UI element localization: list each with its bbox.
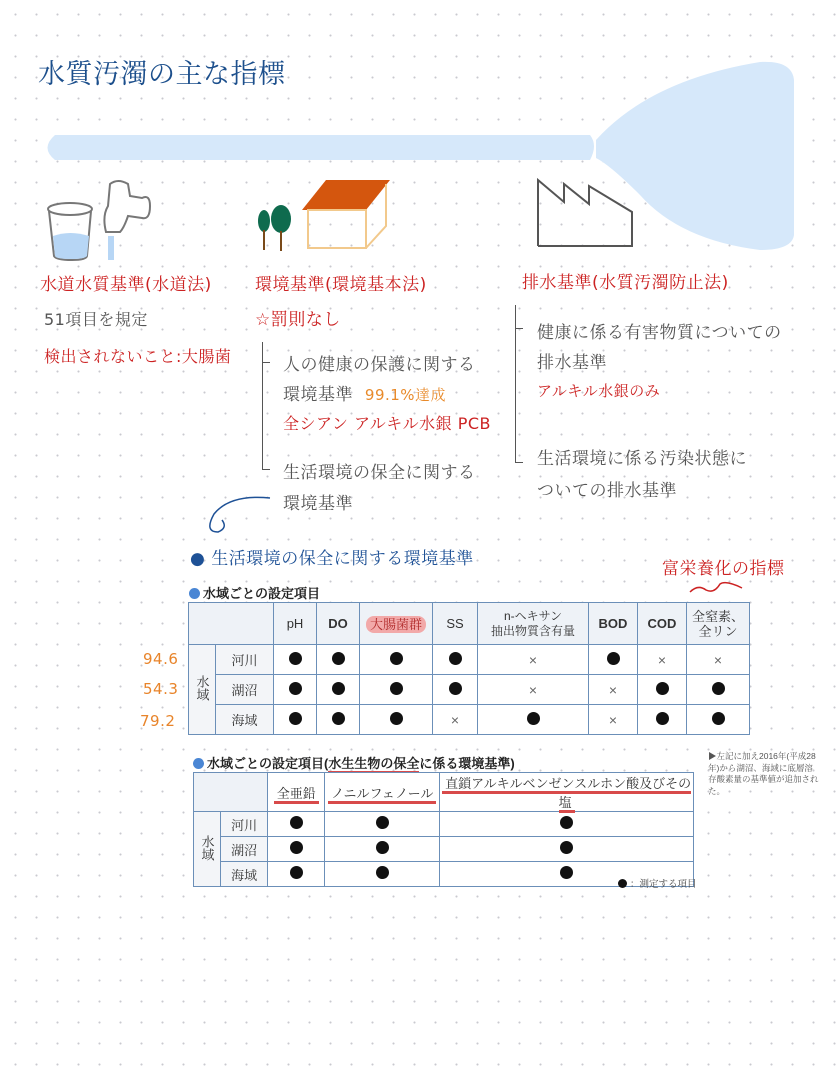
col-bod: BOD <box>589 603 638 645</box>
table-row <box>189 645 750 675</box>
group-label-water-area <box>189 645 216 735</box>
water-supply-heading: 水道水質基準(水道法) <box>40 275 212 295</box>
cell <box>687 705 750 735</box>
cell <box>317 675 360 705</box>
bullet-dot-icon <box>189 588 200 599</box>
col-total-zinc <box>268 773 325 812</box>
cell <box>317 705 360 735</box>
cell: × <box>589 705 638 735</box>
col-total-zinc-label: 全亜鉛 <box>274 786 319 804</box>
row-label-river: 河川 <box>216 645 274 675</box>
row-label-lake: 湖沼 <box>216 675 274 705</box>
harmful-substance-line1: 健康に係る有害物質についての <box>537 323 782 343</box>
table-row <box>194 812 694 837</box>
living-env-subheading: ● 生活環境の保全に関する環境基準 <box>190 549 474 569</box>
row-label-lake: 湖沼 <box>221 837 268 862</box>
cell <box>638 705 687 735</box>
table1-title <box>189 583 320 602</box>
water-area-table <box>188 602 750 735</box>
legend-text: ：測定する項目 <box>630 879 697 890</box>
cell <box>687 675 750 705</box>
col-cod: COD <box>638 603 687 645</box>
col-nitrogen-phosphorus <box>687 603 750 645</box>
squiggle-mark <box>688 578 748 598</box>
cell: × <box>687 645 750 675</box>
filled-circle-icon <box>618 879 627 888</box>
health-standard-line2 <box>283 380 446 405</box>
achievement-rate-river: 94.6 <box>143 650 179 668</box>
cell <box>274 675 317 705</box>
cell <box>325 812 440 837</box>
environment-standard-heading: 環境基準(環境基本法) <box>255 275 427 295</box>
living-env-standard-line2: 環境基準 <box>283 494 353 514</box>
cell <box>317 645 360 675</box>
col-coliform <box>360 603 433 645</box>
house-icon <box>300 178 392 252</box>
alkyl-mercury-note: アルキル水銀のみ <box>537 382 661 400</box>
pollution-state-line2: ついての排水基準 <box>537 481 677 501</box>
col-nonylphenol-label: ノニルフェノール <box>328 786 436 804</box>
cell <box>433 675 478 705</box>
side-note: ▶左記に加え2016年(平成28年)から湖沼、海域に底層溶存酸素量の基準値が追加された。 <box>708 751 819 796</box>
health-standard-label: 環境基準 <box>283 385 353 405</box>
col-ph: pH <box>274 603 317 645</box>
cell <box>360 645 433 675</box>
glass-of-water-icon <box>44 196 94 262</box>
achievement-rate-sea: 79.2 <box>140 712 176 730</box>
health-standard-line1: 人の健康の保護に関する <box>283 355 476 375</box>
group-label-text: 水域 <box>199 834 215 861</box>
pollution-state-line1: 生活環境に係る汚染状態に <box>537 449 747 469</box>
cell <box>638 675 687 705</box>
eutrophication-label: 富栄養化の指標 <box>662 559 785 579</box>
table2-title-suffix: に係る環境基準) <box>419 756 515 771</box>
row-label-river: 河川 <box>221 812 268 837</box>
cell <box>360 705 433 735</box>
cell: × <box>638 645 687 675</box>
table-row <box>189 675 750 705</box>
group-label-text: 水域 <box>194 675 210 701</box>
cell: × <box>589 675 638 705</box>
page-title: 水質汚濁の主な指標 <box>38 59 286 90</box>
cell <box>325 837 440 862</box>
cell: × <box>433 705 478 735</box>
harmful-substance-line2: 排水基準 <box>537 353 607 373</box>
cell: × <box>478 645 589 675</box>
bracket-tick <box>262 362 270 363</box>
bracket-tick <box>515 462 523 463</box>
group-label-water-area <box>194 812 221 887</box>
living-env-standard-line1: 生活環境の保全に関する <box>283 463 476 483</box>
col-n-hexane-l2: 抽出物質含有量 <box>490 623 575 638</box>
bullet-dot-icon <box>193 758 204 769</box>
achievement-rate: 99.1%達成 <box>364 386 447 404</box>
row-label-sea: 海域 <box>221 862 268 887</box>
cell: × <box>478 675 589 705</box>
table-row <box>189 705 750 735</box>
col-las-label: 直鎖アルキルベンゼンスルホン酸及びその塩 <box>442 776 691 813</box>
water-supply-item-count: 51項目を規定 <box>44 310 148 329</box>
col-n-hexane <box>478 603 589 645</box>
cell <box>589 645 638 675</box>
table-legend <box>618 876 697 890</box>
table-row <box>194 837 694 862</box>
cell <box>360 675 433 705</box>
table2-corner <box>194 773 268 812</box>
aquatic-life-table <box>193 772 694 887</box>
achievement-rate-lake: 54.3 <box>143 680 179 698</box>
table1-title-text: 水域ごとの設定項目 <box>203 586 321 601</box>
cell <box>433 645 478 675</box>
cell <box>268 837 325 862</box>
col-las <box>440 773 694 812</box>
cell <box>268 862 325 887</box>
cell <box>440 812 694 837</box>
cell <box>478 705 589 735</box>
environment-no-penalty: ☆罰則なし <box>255 310 341 330</box>
col-nonylphenol <box>325 773 440 812</box>
table2-title <box>193 753 515 772</box>
bracket-tick <box>262 469 270 470</box>
cell <box>325 862 440 887</box>
faucet-icon <box>98 176 154 264</box>
bracket-tick <box>515 328 523 329</box>
effluent-standard-heading: 排水基準(水質汚濁防止法) <box>522 273 729 293</box>
cell <box>274 645 317 675</box>
row-label-sea: 海域 <box>216 705 274 735</box>
cell <box>268 812 325 837</box>
cell <box>274 705 317 735</box>
water-supply-ecoli-note: 検出されないこと:大腸菌 <box>44 347 232 366</box>
health-standard-substances: 全シアン アルキル水銀 PCB <box>283 414 492 433</box>
col-do: DO <box>317 603 360 645</box>
table2-title-prefix: 水域ごとの設定項目( <box>207 756 329 771</box>
col-n-hexane-l1: n-ヘキサン <box>503 608 563 623</box>
trees-icon <box>255 204 295 254</box>
connector-curve <box>200 492 280 542</box>
table2-title-underlined: 水生生物の保全 <box>328 756 419 774</box>
cell <box>440 837 694 862</box>
table1-corner <box>189 603 274 645</box>
factory-icon <box>534 176 634 250</box>
col-coliform-label: 大腸菌群 <box>366 616 426 633</box>
col-np-l2: 全リン <box>698 623 738 639</box>
col-np-l1: 全窒素、 <box>691 608 744 624</box>
col-ss: SS <box>433 603 478 645</box>
